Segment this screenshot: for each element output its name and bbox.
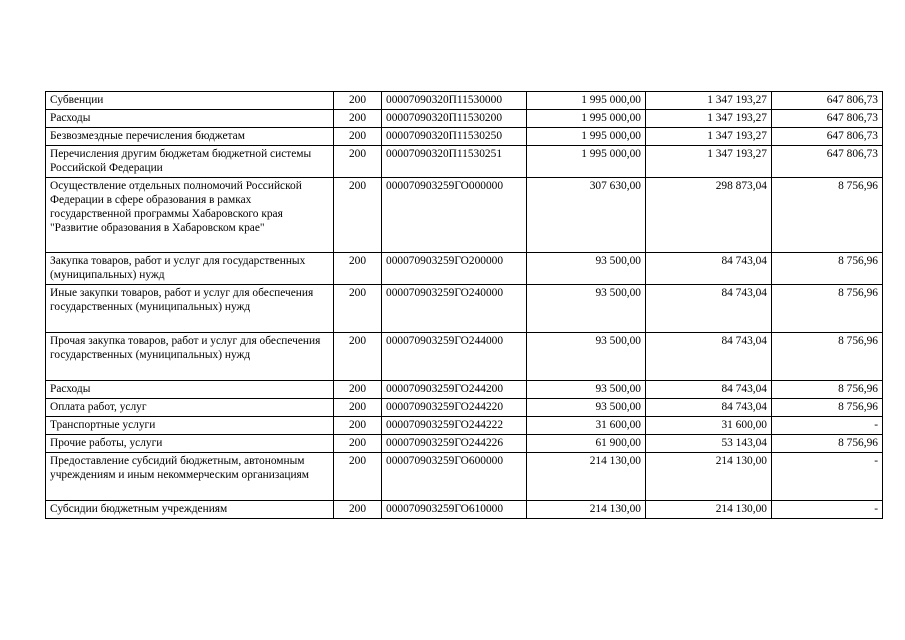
row-remainder-cell: 8 756,96 [772, 399, 883, 417]
row-code-cell: 200 [334, 453, 382, 501]
row-plan-cell: 93 500,00 [527, 381, 646, 399]
row-kbk-cell: 00007090320П11530251 [382, 146, 527, 178]
row-code-cell: 200 [334, 178, 382, 253]
row-kbk-cell: 000070903259ГО240000 [382, 285, 527, 333]
table-row [46, 453, 883, 501]
row-executed-cell: 214 130,00 [646, 501, 772, 519]
row-kbk-cell: 000070903259ГО000000 [382, 178, 527, 253]
table-row [46, 92, 883, 110]
row-plan-cell: 93 500,00 [527, 333, 646, 381]
row-name-cell: Субвенции [46, 92, 334, 110]
row-plan-cell: 93 500,00 [527, 285, 646, 333]
table-row [46, 381, 883, 399]
row-remainder-cell: 8 756,96 [772, 333, 883, 381]
table-row [46, 110, 883, 128]
budget-execution-table [45, 91, 883, 519]
row-plan-cell: 1 995 000,00 [527, 128, 646, 146]
row-name-cell: Расходы [46, 110, 334, 128]
row-name-cell: Иные закупки товаров, работ и услуг для обеспечения государственных (муниципальных) нужд [46, 285, 334, 333]
row-plan-cell: 214 130,00 [527, 453, 646, 501]
row-plan-cell: 307 630,00 [527, 178, 646, 253]
row-plan-cell: 93 500,00 [527, 253, 646, 285]
row-remainder-cell: - [772, 453, 883, 501]
row-code-cell: 200 [334, 128, 382, 146]
row-code-cell: 200 [334, 501, 382, 519]
row-executed-cell: 1 347 193,27 [646, 146, 772, 178]
row-name-cell: Безвозмездные перечисления бюджетам [46, 128, 334, 146]
table-row [46, 333, 883, 381]
row-name-cell: Осуществление отдельных полномочий Российской Федерации в сфере образования в рамках государственной программы Хабаровского края "Развитие образования в Хабаровском крае" [46, 178, 334, 253]
table-row [46, 128, 883, 146]
table-row [46, 417, 883, 435]
row-remainder-cell: 8 756,96 [772, 178, 883, 253]
row-plan-cell: 93 500,00 [527, 399, 646, 417]
row-executed-cell: 53 143,04 [646, 435, 772, 453]
row-plan-cell: 31 600,00 [527, 417, 646, 435]
row-name-cell: Расходы [46, 381, 334, 399]
row-executed-cell: 1 347 193,27 [646, 128, 772, 146]
row-remainder-cell: 647 806,73 [772, 92, 883, 110]
row-kbk-cell: 00007090320П11530000 [382, 92, 527, 110]
row-plan-cell: 214 130,00 [527, 501, 646, 519]
row-code-cell: 200 [334, 333, 382, 381]
row-remainder-cell: 8 756,96 [772, 381, 883, 399]
row-remainder-cell: 8 756,96 [772, 435, 883, 453]
row-code-cell: 200 [334, 285, 382, 333]
row-name-cell: Прочие работы, услуги [46, 435, 334, 453]
row-code-cell: 200 [334, 146, 382, 178]
row-code-cell: 200 [334, 92, 382, 110]
row-kbk-cell: 00007090320П11530200 [382, 110, 527, 128]
row-executed-cell: 84 743,04 [646, 333, 772, 381]
row-kbk-cell: 000070903259ГО244200 [382, 381, 527, 399]
row-plan-cell: 61 900,00 [527, 435, 646, 453]
row-kbk-cell: 000070903259ГО244222 [382, 417, 527, 435]
row-code-cell: 200 [334, 381, 382, 399]
table-row [46, 399, 883, 417]
row-remainder-cell: - [772, 417, 883, 435]
table-row [46, 253, 883, 285]
row-executed-cell: 1 347 193,27 [646, 110, 772, 128]
row-code-cell: 200 [334, 417, 382, 435]
row-code-cell: 200 [334, 253, 382, 285]
row-kbk-cell: 000070903259ГО244220 [382, 399, 527, 417]
row-kbk-cell: 000070903259ГО244226 [382, 435, 527, 453]
row-executed-cell: 214 130,00 [646, 453, 772, 501]
table-row [46, 285, 883, 333]
row-executed-cell: 84 743,04 [646, 381, 772, 399]
row-name-cell: Прочая закупка товаров, работ и услуг для обеспечения государственных (муниципальных) нужд [46, 333, 334, 381]
row-plan-cell: 1 995 000,00 [527, 110, 646, 128]
row-code-cell: 200 [334, 110, 382, 128]
row-kbk-cell: 00007090320П11530250 [382, 128, 527, 146]
row-remainder-cell: 647 806,73 [772, 128, 883, 146]
table-row [46, 501, 883, 519]
row-kbk-cell: 000070903259ГО600000 [382, 453, 527, 501]
row-code-cell: 200 [334, 435, 382, 453]
row-kbk-cell: 000070903259ГО200000 [382, 253, 527, 285]
row-kbk-cell: 000070903259ГО610000 [382, 501, 527, 519]
row-name-cell: Перечисления другим бюджетам бюджетной системы Российской Федерации [46, 146, 334, 178]
row-name-cell: Оплата работ, услуг [46, 399, 334, 417]
row-name-cell: Субсидии бюджетным учреждениям [46, 501, 334, 519]
row-remainder-cell: - [772, 501, 883, 519]
row-code-cell: 200 [334, 399, 382, 417]
row-remainder-cell: 647 806,73 [772, 110, 883, 128]
row-executed-cell: 1 347 193,27 [646, 92, 772, 110]
row-executed-cell: 84 743,04 [646, 285, 772, 333]
row-name-cell: Предоставление субсидий бюджетным, автономным учреждениям и иным некоммерческим организациям [46, 453, 334, 501]
row-plan-cell: 1 995 000,00 [527, 146, 646, 178]
row-executed-cell: 84 743,04 [646, 399, 772, 417]
row-name-cell: Транспортные услуги [46, 417, 334, 435]
row-remainder-cell: 647 806,73 [772, 146, 883, 178]
row-remainder-cell: 8 756,96 [772, 253, 883, 285]
row-kbk-cell: 000070903259ГО244000 [382, 333, 527, 381]
row-remainder-cell: 8 756,96 [772, 285, 883, 333]
row-executed-cell: 31 600,00 [646, 417, 772, 435]
row-plan-cell: 1 995 000,00 [527, 92, 646, 110]
table-row [46, 178, 883, 253]
row-executed-cell: 298 873,04 [646, 178, 772, 253]
table-row [46, 146, 883, 178]
table-row [46, 435, 883, 453]
row-executed-cell: 84 743,04 [646, 253, 772, 285]
row-name-cell: Закупка товаров, работ и услуг для государственных (муниципальных) нужд [46, 253, 334, 285]
